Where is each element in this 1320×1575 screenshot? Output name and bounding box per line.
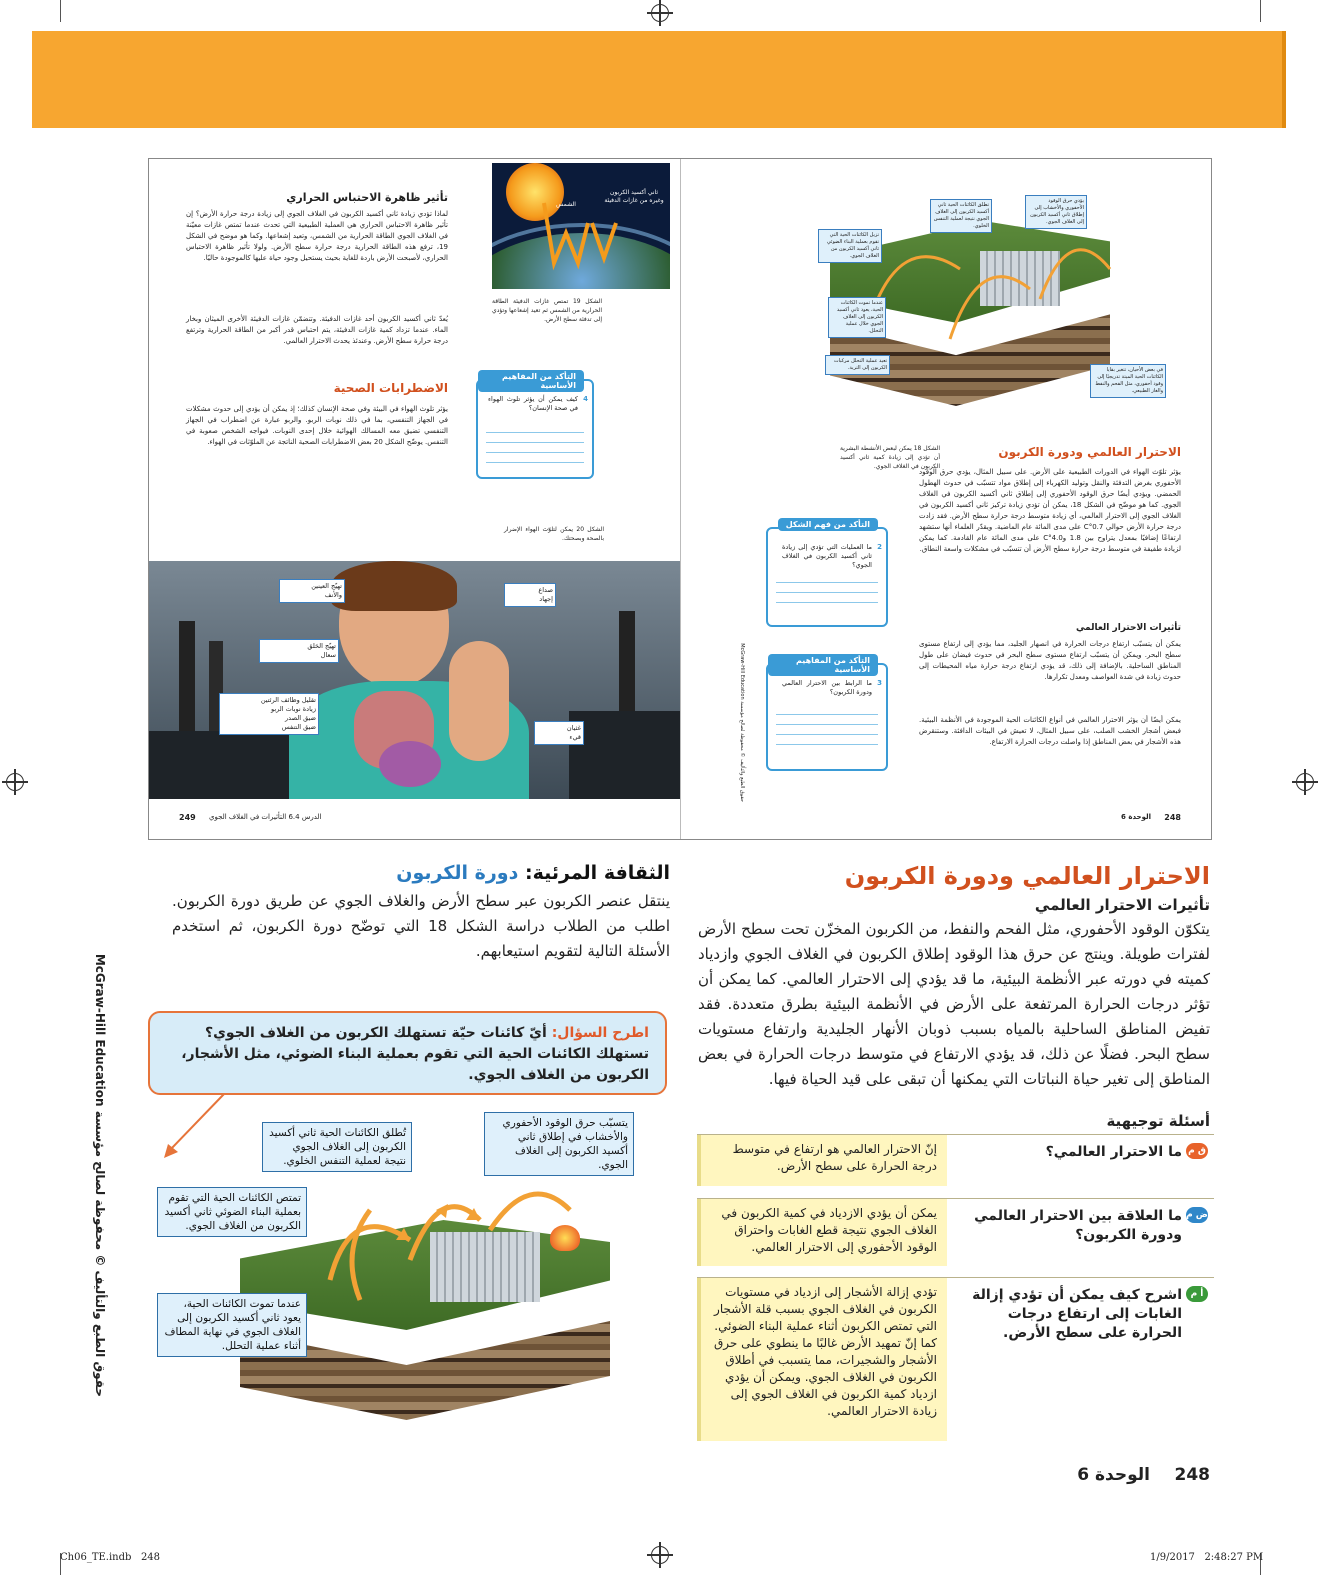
- footer-page-number-249: 249: [179, 813, 196, 822]
- co2-label: ثاني أكسيد الكربون وغيره من غازات الدفيئة: [604, 189, 664, 204]
- callout-decomposition-large: عندما تموت الكائنات الحية، يعود ثاني أكسيد الكربون إلى الغلاف الجوي في نهاية المطاف أثناء عملية التحلل.: [157, 1293, 307, 1357]
- badge-2: ض م: [1186, 1207, 1208, 1223]
- badge-1: ق م: [1186, 1143, 1208, 1159]
- badge-3: أ م: [1186, 1286, 1208, 1302]
- figure-20-caption: الشكل 20 يمكن لتلوّث الهواء الإضرار بالصحة وبصحتك.: [504, 526, 604, 542]
- health-heading: الاضطرابات الصحية: [333, 381, 448, 395]
- ask-label: اطرح السؤال:: [551, 1025, 649, 1041]
- callout-respiration-large: تُطلق الكائنات الحية ثاني أكسيد الكربون إلى الغلاف الجوي نتيجة لعملية التنفس الخلوي.: [262, 1122, 412, 1172]
- stomach: [379, 741, 441, 787]
- check-question-3: ما الرابط بين الاحترار العالمي ودورة الكربون؟: [782, 679, 872, 696]
- heat-arrows: [492, 163, 670, 289]
- footer-page-number-248-small: 248: [1164, 813, 1181, 822]
- check-number-3: 3: [877, 679, 882, 687]
- guiding-question-row-2: [697, 1198, 1214, 1266]
- header-band: [32, 31, 1286, 128]
- global-warming-heading: الاحترار العالمي ودورة الكربون: [998, 445, 1181, 459]
- label-lungs: تقليل وظائف الرئتين زيادة نوبات الربو ضيق الصدر ضيق التنفس: [219, 693, 319, 735]
- check-number-4: 4: [583, 395, 588, 403]
- figure-18-caption: الشكل 18 يمكن لبعض الأنشطة البشرية أن تؤدي إلى زيادة كمية ثاني أكسيد الكربون في الغلاف الجوي.: [840, 445, 940, 470]
- sun-label: الشمس: [556, 201, 576, 208]
- answer-1: إنّ الاحترار العالمي هو ارتفاع في متوسط درجة الحرارة على سطح الأرض.: [697, 1135, 947, 1186]
- answer-lines: [478, 423, 592, 463]
- child-hand: [449, 641, 509, 761]
- guiding-question-row-3: [697, 1277, 1214, 1441]
- registration-mark-top: [651, 4, 669, 22]
- health-paragraph: يؤثر تلوث الهواء في البيئة وفي صحة الإنسان كذلك؛ إذ يمكن أن يؤدي إلى حدوث مشكلات في الجهاز التنفسي، بما في ذلك نوبات الربو. والربو عبارة عن اضطراب في الجهاز التنفسي تضيق معه المسالك الهوائية خلال إحدى النوبات. فيواجه الشخص صعوبة في التنفس. يوضّح الشكل 20 بعض الاضطرابات الصحية الناتجة عن الملوّثات في الهواء.: [186, 405, 448, 446]
- visual-literacy-prefix: الثقافة المرئية:: [524, 862, 670, 884]
- answer-lines: [768, 705, 886, 745]
- student-page-249: [149, 159, 680, 839]
- effects-heading: تأثيرات الاحترار العالمي: [1075, 623, 1181, 633]
- figure-19-caption: الشكل 19 تمتص غازات الدفيئة الطاقة الحرارية من الشمس ثم تعيد إشعاعها وتؤدي إلى تدفئة سطح الأرض.: [492, 298, 602, 323]
- ask-answer: تستهلك الكائنات الحية التي تقوم بعملية البناء الضوئي، مثل الأشجار، الكربون من الغلاف الجوي.: [181, 1046, 649, 1083]
- callout-respiration: تطلق الكائنات الحية ثاني أكسيد الكربون إلى الغلاف الجوي نتيجة لعملية التنفس الخلوي.: [930, 199, 992, 233]
- callout-fossil: في بعض الأحيان، تتغير بقايا الكائنات الحية الميتة تدريجيًا إلى وقود أحفوري، مثل الفحم والنفط والغاز الطبيعي.: [1090, 364, 1166, 398]
- callout-burning: يؤدي حرق الوقود الأحفوري والأخشاب إلى إطلاق ثاني أكسيد الكربون إلى الغلاف الجوي.: [1025, 195, 1087, 229]
- guiding-question-row-1: [697, 1134, 1214, 1186]
- registration-mark-right: [1296, 773, 1314, 791]
- effects-paragraph-2: يمكن أيضًا أن يؤثر الاحترار العالمي في أنواع الكائنات الحية الموجودة في الأنظمة البيئية. فبعض أشجار الخشب الصلب، على سبيل المثال، لا تعيش في البيئات الدافئة. وستنقرض هذه الأشجار في بعض المناطق إذا واصلت درجات الحرارة الارتفاع.: [919, 716, 1181, 746]
- check-figure-box-2: [766, 520, 888, 627]
- check-number-2: 2: [877, 543, 882, 551]
- answer-3: تؤدي إزالة الأشجار إلى ازدياد في مستويات الكربون في الغلاف الجوي بسبب قلة الأشجار التي تمتص الكربون أثناء عملية البناء الضوئي. كما إنّ تمهيد الأرض غالبًا ما ينطوي على حرق الأشجار والشجيرات، مما يتسبب في أطلاق الكربون في الغلاف الجوي. ويمكن أن يؤدي ازدياد كمية الكربون في الغلاف الجوي إلى زيادة الاحترار العالمي.: [697, 1278, 947, 1441]
- question-3: اشرح كيف يمكن أن تؤدي إزالة الغابات إلى ارتفاع درجات الحرارة على سطح الأرض.: [972, 1287, 1182, 1341]
- crop-mark: [60, 0, 61, 22]
- registration-mark-bottom: [651, 1546, 669, 1564]
- label-eyes: تهيّج العينين والأنف: [279, 579, 345, 603]
- student-edition-spread: [148, 158, 1212, 840]
- check-question-4: كيف يمكن أن يؤثر تلوث الهواء في صحة الإنسان؟: [488, 395, 578, 412]
- footer-unit-small: الوحدة 6: [1121, 813, 1151, 821]
- label-stomach: غثيان قيء: [534, 721, 584, 745]
- footer-lesson: الدرس 6.4 التأثيرات في الغلاف الجوي: [209, 813, 322, 821]
- child-hair: [331, 561, 457, 611]
- slug-file: Ch06_TE.indb 248: [60, 1552, 161, 1563]
- callout-photosynthesis: تزيل الكائنات الحية التي تقوم بعملية البناء الضوئي ثاني أكسيد الكربون من الغلاف الجوي.: [818, 229, 882, 263]
- side-copyright-small: حقوق الطبع والتأليف © محفوظة لصالح مؤسسة McGraw-Hill Education: [739, 643, 745, 802]
- factory-building: [149, 731, 289, 799]
- check-concepts-box-3: [766, 656, 888, 771]
- greenhouse-paragraph-2: يُعدّ ثاني أكسيد الكربون أحد غازات الدفيئة. وتتضمّن غازات الدفيئة الأخرى الميثان وبخار الماء. عندما تزداد كمية غازات الدفيئة، يتم احتباس قدر أكبر من الطاقة الحرارية وترتفع درجة حرارة سطح الأرض. وعندئذ يحدث الاحترار العالمي.: [186, 315, 448, 345]
- callout-soil: تعيد عملية التحلل مركبات الكربون إلى التربة.: [825, 355, 890, 375]
- factory-building: [569, 711, 680, 799]
- ask-question-box: [148, 1011, 667, 1095]
- question-1: ما الاحترار العالمي؟: [1045, 1144, 1182, 1160]
- figure-20-child-pollution: [149, 561, 680, 799]
- effects-paragraph-1: يمكن أن يتسبّب ارتفاع درجات الحرارة في انصهار الجليد، مما يؤدي إلى ارتفاع مستوى سطح البحر. ويمكن أن يتسبّب ارتفاع مستوى سطح البحر في حدوث فيضان على طول المناطق الساحلية. بالإضافة إلى ذلك، قد يؤدي ارتفاع درجة حرارة مياه المحيطات إلى حدوث زيادة في شدة العواصف ومعدل تكرارها.: [919, 640, 1181, 681]
- greenhouse-paragraph-1: لماذا تؤدي زيادة ثاني أكسيد الكربون في الغلاف الجوي إلى زيادة درجة حرارة الأرض؟ إن تأثير ظاهرة الاحتباس الحراري هي العملية الطبيعية التي تحدث عندما تمتص غازات معيّنة في الغلاف الجوي الطاقة الحرارية من الشمس، وتعيد إشعاعها. وكما هو موضح في الشكل 19، ترفع هذه الطاقة الحرارية درجة حرارة سطح الأرض. ولولا تأثير ظاهرة الاحتباس الحراري، لأصبحت الأرض باردة للغاية بحيث يستحيل وجود حياة عليها كالموجودة حاليًا.: [186, 210, 448, 262]
- visual-literacy-main: دورة الكربون: [396, 862, 519, 884]
- check-concepts-tab: التأكد من المفاهيم الأساسية: [478, 370, 584, 392]
- answer-lines: [768, 573, 886, 603]
- label-head: صداع إجهاد: [504, 583, 556, 607]
- teacher-title: الاحترار العالمي ودورة الكربون: [844, 862, 1210, 890]
- registration-mark-left: [6, 773, 24, 791]
- visual-literacy-body: ينتقل عنصر الكربون عبر سطح الأرض والغلاف الجوي عن طريق دورة الكربون. اطلب من الطلاب دراسة الشكل 18 التي توضّح دورة الكربون، ثم استخدم الأسئلة التالية لتقويم استيعابهم.: [172, 892, 670, 960]
- check-concepts-tab: التأكد من المفاهيم الأساسية: [768, 654, 878, 676]
- label-throat: تهيّج الحَلق سعال: [259, 639, 339, 663]
- greenhouse-heading: تأثير ظاهرة الاحتباس الحراري: [286, 191, 448, 204]
- side-copyright: حقوق الطبع والتأليف © محفوظة لصالح مؤسسة McGraw-Hill Education: [93, 953, 107, 1397]
- answer-2: يمكن أن يؤدي الازدياد في كمية الكربون في الغلاف الجوي نتيجة قطع الغابات واحتراق الوقود الأحفوري إلى الاحترار العالمي.: [697, 1199, 947, 1266]
- callout-photosynthesis-large: تمتص الكائنات الحية التي تقوم بعملية البناء الضوئي ثاني أكسيد الكربون من الغلاف الجوي.: [157, 1187, 307, 1237]
- teacher-body: يتكوّن الوقود الأحفوري، مثل الفحم والنفط، من الكربون المخزّن تحت سطح الأرض لفترات طويلة. وينتج عن حرق هذا الوقود إطلاق الكربون في الغلاف الجوي وازدياد كميته في دورته عبر الأنظمة البيئية، ما قد يؤدي إلى الاحترار العالمي. كما يمكن أن تؤثر درجات الحرارة المرتفعة على الأرض في الأنظمة البيئية بطرق متعددة. فقد تفيض المناطق الساحلية بالمياه بسبب ذوبان الأنهار الجليدية وارتفاع مستويات سطح البحر. فضلًا عن ذلك، قد يؤدي الارتفاع في متوسط درجات الحرارة في بعض المناطق إلى تغير حياة النباتات التي يمكنها أن تبقى على قيد الحياة فيها.: [698, 920, 1210, 1088]
- check-concepts-box-4: [476, 372, 594, 479]
- ask-pointer-arrow: [160, 1092, 230, 1162]
- teacher-subtitle: تأثيرات الاحترار العالمي: [1034, 896, 1210, 914]
- check-question-2: ما العمليات التي تؤدي إلى زيادة ثاني أكسيد الكربون في الغلاف الجوي؟: [782, 543, 872, 569]
- student-page-248: [680, 159, 1211, 839]
- crop-mark: [1260, 0, 1261, 22]
- guiding-questions-title: أسئلة توجيهية: [1106, 1112, 1210, 1130]
- footer-unit: الوحدة 6: [1077, 1465, 1150, 1485]
- slug-date: 1/9/2017 2:48:27 PM: [1150, 1552, 1264, 1563]
- ask-question: أيّ كائنات حيّة تستهلك الكربون من الغلاف الجوي؟: [204, 1025, 547, 1041]
- question-2: ما العلاقة بين الاحترار العالمي ودورة الكربون؟: [974, 1208, 1182, 1243]
- check-figure-tab: التأكد من فهم الشكل: [778, 518, 878, 531]
- figure-19-earth-sun: [492, 163, 670, 289]
- callout-decomposition: عندما تموت الكائنات الحية، يعود ثاني أكسيد الكربون إلى الغلاف الجوي خلال عملية التحلل.: [828, 297, 886, 338]
- callout-burning-large: يتسبّب حرق الوقود الأحفوري والأخشاب في إطلاق ثاني أكسيد الكربون إلى الغلاف الجوي.: [484, 1112, 634, 1176]
- footer-page-number-248: 248: [1174, 1465, 1210, 1485]
- visual-literacy-title: [150, 862, 670, 884]
- global-warming-paragraph: يؤثر تلوّث الهواء في الدورات الطبيعية على الأرض. على سبيل المثال، يؤدي حرق الوقود الأحفوري بغرض التدفئة والنقل وتوليد الكهرباء إلى إطلاق مواد تتسبّب في حدوث الهطول الحمضي. ويؤدي أيضًا حرق الوقود الأحفوري إلى إطلاق ثاني أكسيد الكربون في الغلاف الجوي. كما هو موضّح في الشكل 18، يمكن أن تؤدي زيادة تركيز ثاني أكسيد الكربون في الغلاف الجوي إلى الاحترار العالمي، أي زيادة متوسط درجة حرارة سطح الأرض. فقد زادت درجة حرارة الأرض حوالي 0.7°C على مدى المائة عام الماضية. ويقدّر العلماء أنها ستشهد ارتفاعًا إضافيًا بمعدل يتراوح بين 1.8 و4.0°C على مدى المائة عام القادمة. كما يمكن لزيادة طفيفة في متوسط درجة حرارة سطح الأرض أن تتسبّب في مشكلات واسعة النطاق.: [919, 468, 1181, 553]
